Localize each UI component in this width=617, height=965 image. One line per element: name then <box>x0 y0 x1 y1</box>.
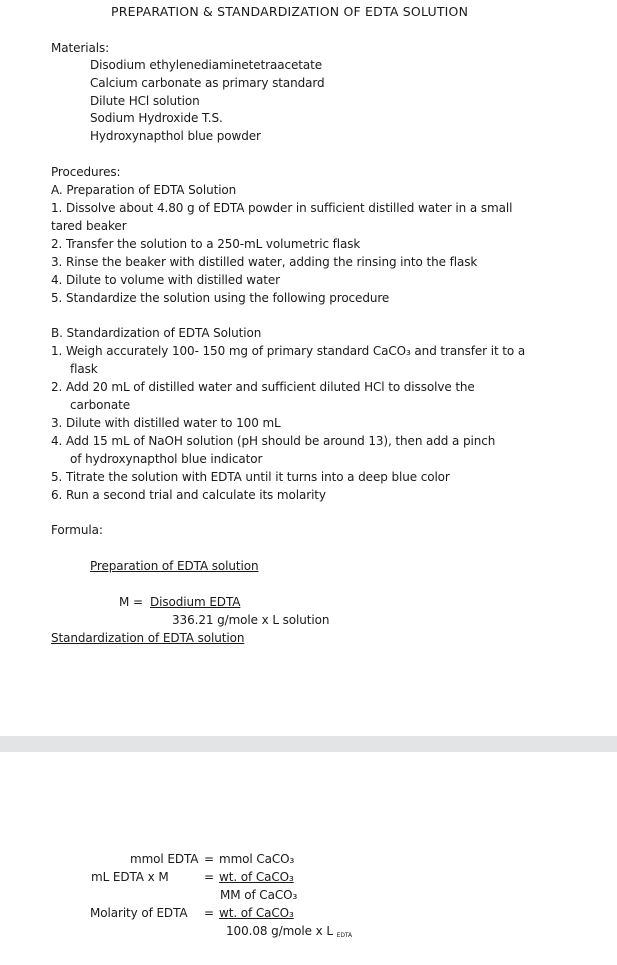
procedure-step: 4. Dilute to volume with distilled water <box>51 273 280 287</box>
formula-heading: Formula: <box>51 523 103 537</box>
document-page-2 <box>0 752 617 965</box>
procedure-step: 3. Dilute with distilled water to 100 mL <box>51 416 281 430</box>
std-formula-heading: Standardization of EDTA solution <box>51 631 245 645</box>
formula-line3-denominator-text: 100.08 g/mole x L <box>226 924 333 938</box>
procedure-step: carbonate <box>70 398 130 412</box>
page-gap <box>0 736 617 752</box>
procedure-step: flask <box>70 362 98 376</box>
material-item: Hydroxynapthol blue powder <box>90 129 261 143</box>
procedure-step: of hydroxynapthol blue indicator <box>70 452 263 466</box>
formula-line3-numerator: wt. of CaCO₃ <box>219 906 294 920</box>
procedures-heading: Procedures: <box>51 165 121 179</box>
materials-heading: Materials: <box>51 41 110 55</box>
page-title: PREPARATION & STANDARDIZATION OF EDTA SOLUTION <box>111 4 469 19</box>
procedure-step: 2. Transfer the solution to a 250-mL volumetric flask <box>51 237 361 251</box>
material-item: Disodium ethylenediaminetetraacetate <box>90 58 323 72</box>
formula-line3-denominator <box>226 924 352 943</box>
formula-line3-lhs: Molarity of EDTA <box>90 906 188 920</box>
formula-line1-rhs: mmol CaCO₃ <box>219 852 295 866</box>
procedure-step: 5. Titrate the solution with EDTA until it turns into a deep blue color <box>51 470 450 484</box>
procedure-step: 1. Dissolve about 4.80 g of EDTA powder in sufficient distilled water in a small <box>51 201 513 215</box>
procedure-step: 1. Weigh accurately 100- 150 mg of primary standard CaCO₃ and transfer it to a <box>51 344 526 358</box>
part-a-heading: A. Preparation of EDTA Solution <box>51 183 237 197</box>
procedure-step: 2. Add 20 mL of distilled water and sufficient diluted HCl to dissolve the <box>51 380 475 394</box>
prep-formula-denominator: 336.21 g/mole x L solution <box>172 613 330 627</box>
formula-line2-numerator: wt. of CaCO₃ <box>219 870 294 884</box>
formula-line2-denominator: MM of CaCO₃ <box>220 888 298 902</box>
formula-line1-lhs: mmol EDTA <box>130 852 199 866</box>
formula-line1-eq: = <box>204 852 214 866</box>
procedure-step: tared beaker <box>51 219 127 233</box>
material-item: Sodium Hydroxide T.S. <box>90 111 223 125</box>
procedure-step: 4. Add 15 mL of NaOH solution (pH should be around 13), then add a pinch <box>51 434 496 448</box>
formula-line3-eq: = <box>204 906 214 920</box>
prep-formula-lhs: M = <box>119 595 143 609</box>
material-item: Dilute HCl solution <box>90 94 200 108</box>
procedure-step: 5. Standardize the solution using the following procedure <box>51 291 390 305</box>
formula-line2-eq: = <box>204 870 214 884</box>
formula-line2-lhs: mL EDTA x M <box>91 870 169 884</box>
procedure-step: 6. Run a second trial and calculate its molarity <box>51 488 326 502</box>
procedure-step: 3. Rinse the beaker with distilled water, adding the rinsing into the flask <box>51 255 478 269</box>
prep-formula-numerator: Disodium EDTA <box>150 595 241 609</box>
formula-line3-denominator-subscript: EDTA <box>336 932 352 939</box>
material-item: Calcium carbonate as primary standard <box>90 76 325 90</box>
prep-formula-heading: Preparation of EDTA solution <box>90 559 259 573</box>
part-b-heading: B. Standardization of EDTA Solution <box>51 326 262 340</box>
